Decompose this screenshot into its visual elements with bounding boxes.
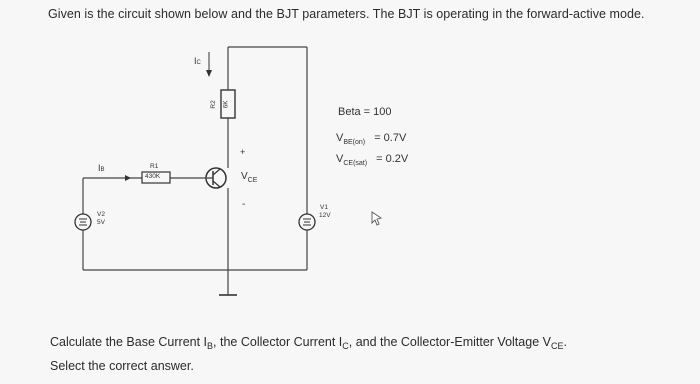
cursor-icon (372, 212, 381, 225)
minus-sign: - (242, 199, 246, 210)
ib-arrow (125, 175, 131, 181)
bjt-transistor (206, 168, 226, 188)
instruction-line-1: Calculate the Base Current $I_B$, the Collector Current $I_C$, and the Collector-Emitter Voltage $V_{CE}$. (50, 335, 567, 351)
r1-value: 430K (145, 173, 161, 180)
v1-name: V1 (320, 204, 328, 211)
ic-arrow (206, 70, 212, 77)
v1-value: 12V (319, 212, 331, 219)
ic-label: IC (194, 56, 201, 66)
voltage-source-v1 (299, 214, 315, 230)
instruction-line-2: Select the correct answer. (50, 359, 194, 373)
ib-label: IB (98, 163, 105, 173)
param-vbe: $V_{BE(on)} = 0.7V$ (336, 132, 407, 146)
r2-name: R2 (209, 100, 217, 109)
r2-value: 6K (222, 100, 230, 109)
plus-sign: + (240, 147, 246, 157)
v2-value: 5V (97, 219, 105, 226)
question-text: Given is the circuit shown below and the BJT parameters. The BJT is operating in the forward-active mode. (48, 7, 645, 21)
param-beta: Beta = 100 (338, 106, 392, 118)
vce-label: $V_{CE}$ (241, 171, 258, 184)
v2-name: V2 (97, 211, 105, 218)
param-vce-sat: $V_{CE(sat)} = 0.2V$ (336, 153, 409, 167)
r1-name: R1 (150, 163, 159, 170)
voltage-source-v2 (75, 214, 91, 230)
